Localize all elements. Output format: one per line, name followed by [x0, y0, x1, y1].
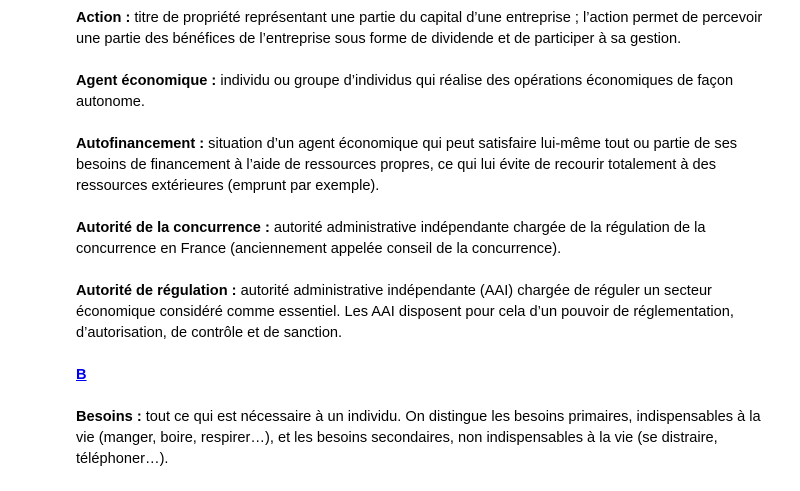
glossary-definition: tout ce qui est nécessaire à un individu. On distingue les besoins primaires, indispensables à la vie (manger, boire, respirer…), et les besoins secondaires, non indispensables à la vie (se distraire, téléphoner…).	[76, 409, 761, 467]
glossary-term: Autorité de régulation :	[76, 283, 237, 299]
glossary-entry-agent-economique	[76, 71, 766, 113]
glossary-term: Action :	[76, 10, 131, 26]
glossary-entry-autofinancement	[76, 134, 766, 197]
letter-section-b	[76, 365, 766, 386]
glossary-entry-autorite-concurrence	[76, 218, 766, 260]
glossary-definition: autorité administrative indépendante (AAI) chargée de réguler un secteur économique considéré comme essentiel. Les AAI disposent pour cela d’un pouvoir de réglementation, d’autorisation, de contrôle et de sanction.	[76, 283, 734, 341]
glossary-term: Agent économique :	[76, 73, 217, 89]
glossary-term: Autofinancement :	[76, 136, 205, 152]
glossary-term: Autorité de la concurrence :	[76, 220, 270, 236]
glossary-definition: situation d’un agent économique qui peut satisfaire lui-même tout ou partie de ses besoins de financement à l’aide de ressources propres, ce qui lui évite de recourir totalement à des ressources extérieures (emprunt par exemple).	[76, 136, 738, 194]
glossary-definition: autorité administrative indépendante chargée de la régulation de la concurrence en France (anciennement appelée conseil de la concurrence).	[76, 220, 706, 257]
letter-link-b[interactable]: B	[76, 367, 87, 383]
glossary-entry-besoins	[76, 407, 766, 470]
glossary-term: Besoins :	[76, 409, 142, 425]
glossary-definition: individu ou groupe d’individus qui réalise des opérations économiques de façon autonome.	[76, 73, 734, 110]
glossary-entry-autorite-regulation	[76, 281, 766, 344]
glossary-content	[76, 8, 766, 491]
glossary-entry-action	[76, 8, 766, 50]
glossary-definition: titre de propriété représentant une partie du capital d’une entreprise ; l’action permet de percevoir une partie des bénéfices de l’entreprise sous forme de dividende et de participer à sa gestion.	[76, 10, 763, 47]
